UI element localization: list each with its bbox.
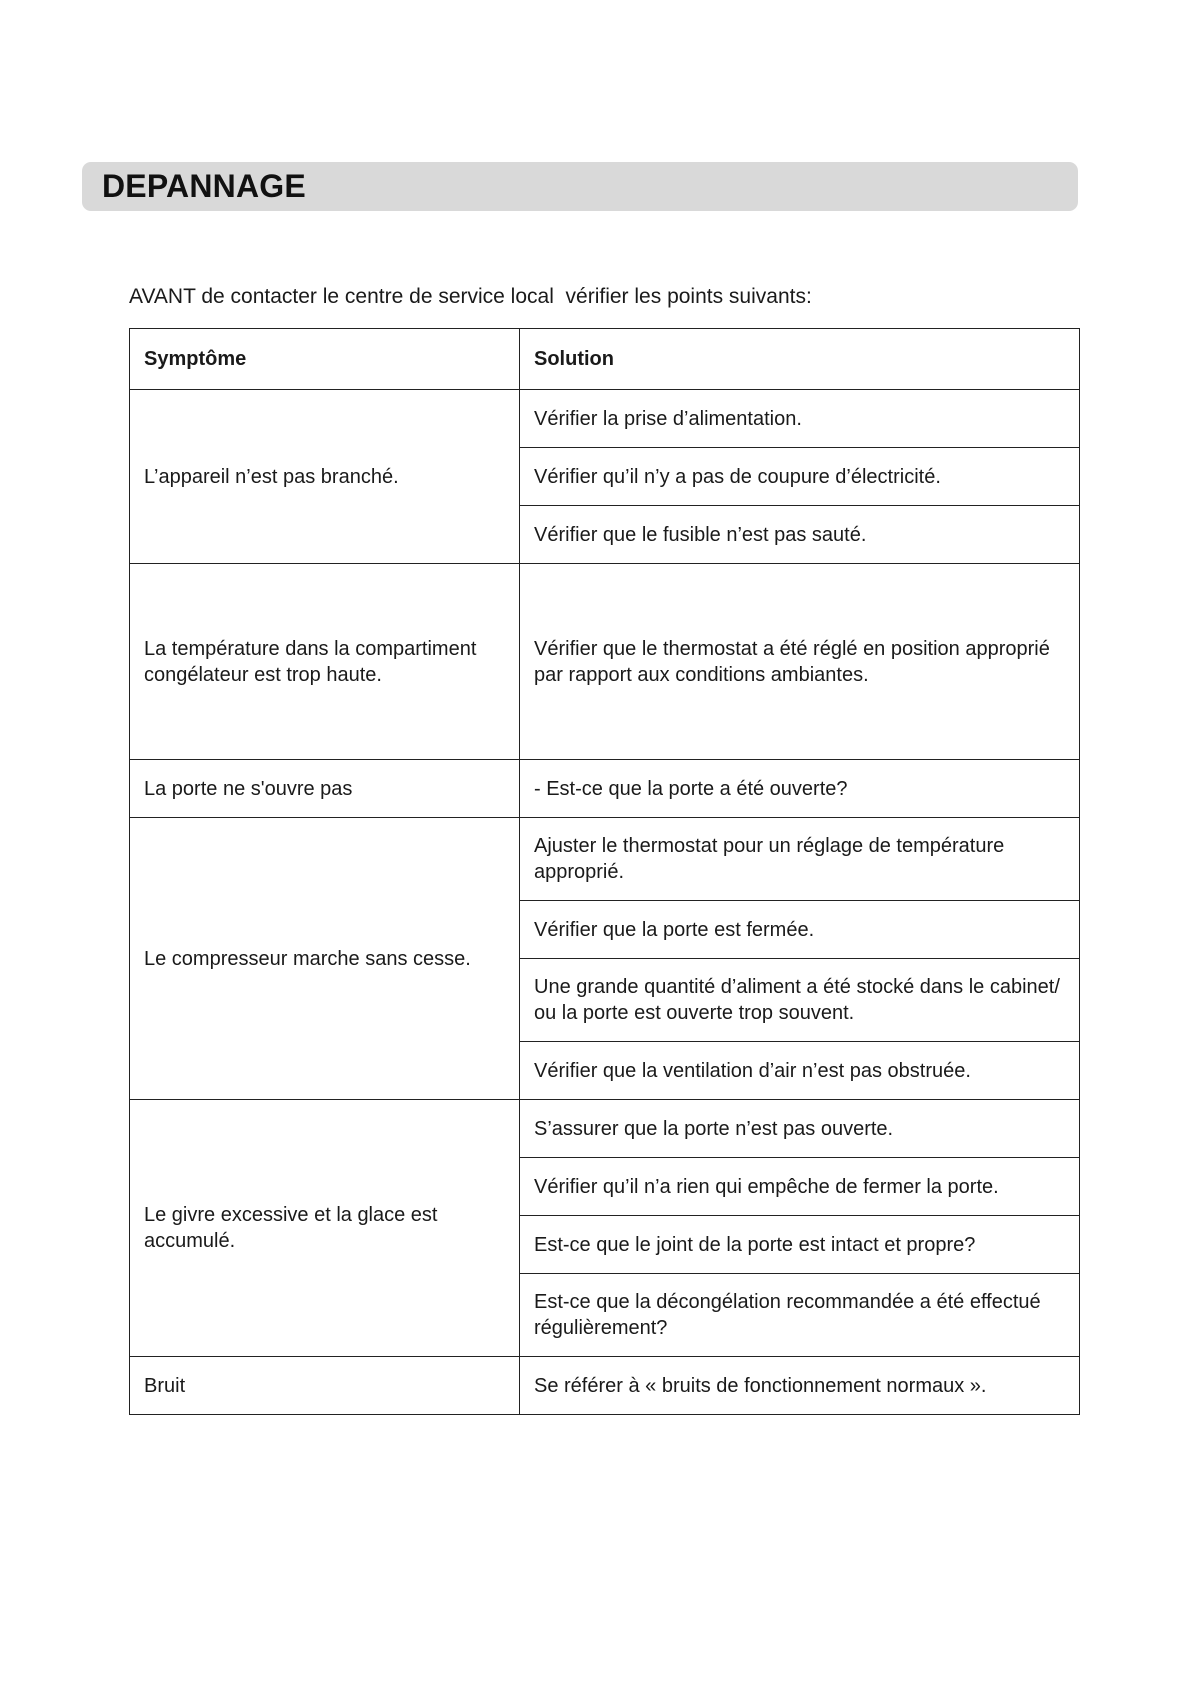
table-row — [130, 818, 1080, 901]
solution-cell: Vérifier que la ventilation d’air n’est pas obstruée. — [520, 1042, 1080, 1100]
solution-cell: Est-ce que le joint de la porte est intact et propre? — [520, 1216, 1080, 1274]
section-title: DEPANNAGE — [102, 168, 306, 204]
table-row — [130, 1357, 1080, 1415]
solution-cell: Vérifier que le thermostat a été réglé en position approprié par rapport aux conditions ambiantes. — [520, 564, 1080, 760]
symptom-cell: L’appareil n’est pas branché. — [130, 390, 520, 564]
table-header-row — [130, 329, 1080, 390]
column-header-solution: Solution — [520, 329, 1080, 390]
solution-cell: Une grande quantité d’aliment a été stocké dans le cabinet/ ou la porte est ouverte trop souvent. — [520, 959, 1080, 1042]
symptom-cell: Bruit — [130, 1357, 520, 1415]
table-row — [130, 1100, 1080, 1158]
table-row — [130, 760, 1080, 818]
symptom-cell: Le compresseur marche sans cesse. — [130, 818, 520, 1100]
solution-cell: - Est-ce que la porte a été ouverte? — [520, 760, 1080, 818]
solution-cell: Vérifier la prise d’alimentation. — [520, 390, 1080, 448]
table-row — [130, 564, 1080, 760]
solution-cell: Vérifier qu’il n’a rien qui empêche de fermer la porte. — [520, 1158, 1080, 1216]
troubleshooting-table — [129, 328, 1080, 1415]
solution-cell: Ajuster le thermostat pour un réglage de température approprié. — [520, 818, 1080, 901]
solution-cell: Vérifier que la porte est fermée. — [520, 901, 1080, 959]
solution-cell: Est-ce que la décongélation recommandée a été effectué régulièrement? — [520, 1274, 1080, 1357]
column-header-symptom: Symptôme — [130, 329, 520, 390]
solution-cell: Se référer à « bruits de fonctionnement normaux ». — [520, 1357, 1080, 1415]
solution-cell: Vérifier qu’il n’y a pas de coupure d’électricité. — [520, 448, 1080, 506]
solution-cell: Vérifier que le fusible n’est pas sauté. — [520, 506, 1080, 564]
symptom-cell: La température dans la compartiment congélateur est trop haute. — [130, 564, 520, 760]
symptom-cell: La porte ne s'ouvre pas — [130, 760, 520, 818]
symptom-cell: Le givre excessive et la glace est accumulé. — [130, 1100, 520, 1357]
solution-cell: S’assurer que la porte n’est pas ouverte. — [520, 1100, 1080, 1158]
intro-text: AVANT de contacter le centre de service local vérifier les points suivants: — [129, 285, 812, 308]
section-header-bar — [82, 162, 1078, 211]
table-row — [130, 390, 1080, 448]
